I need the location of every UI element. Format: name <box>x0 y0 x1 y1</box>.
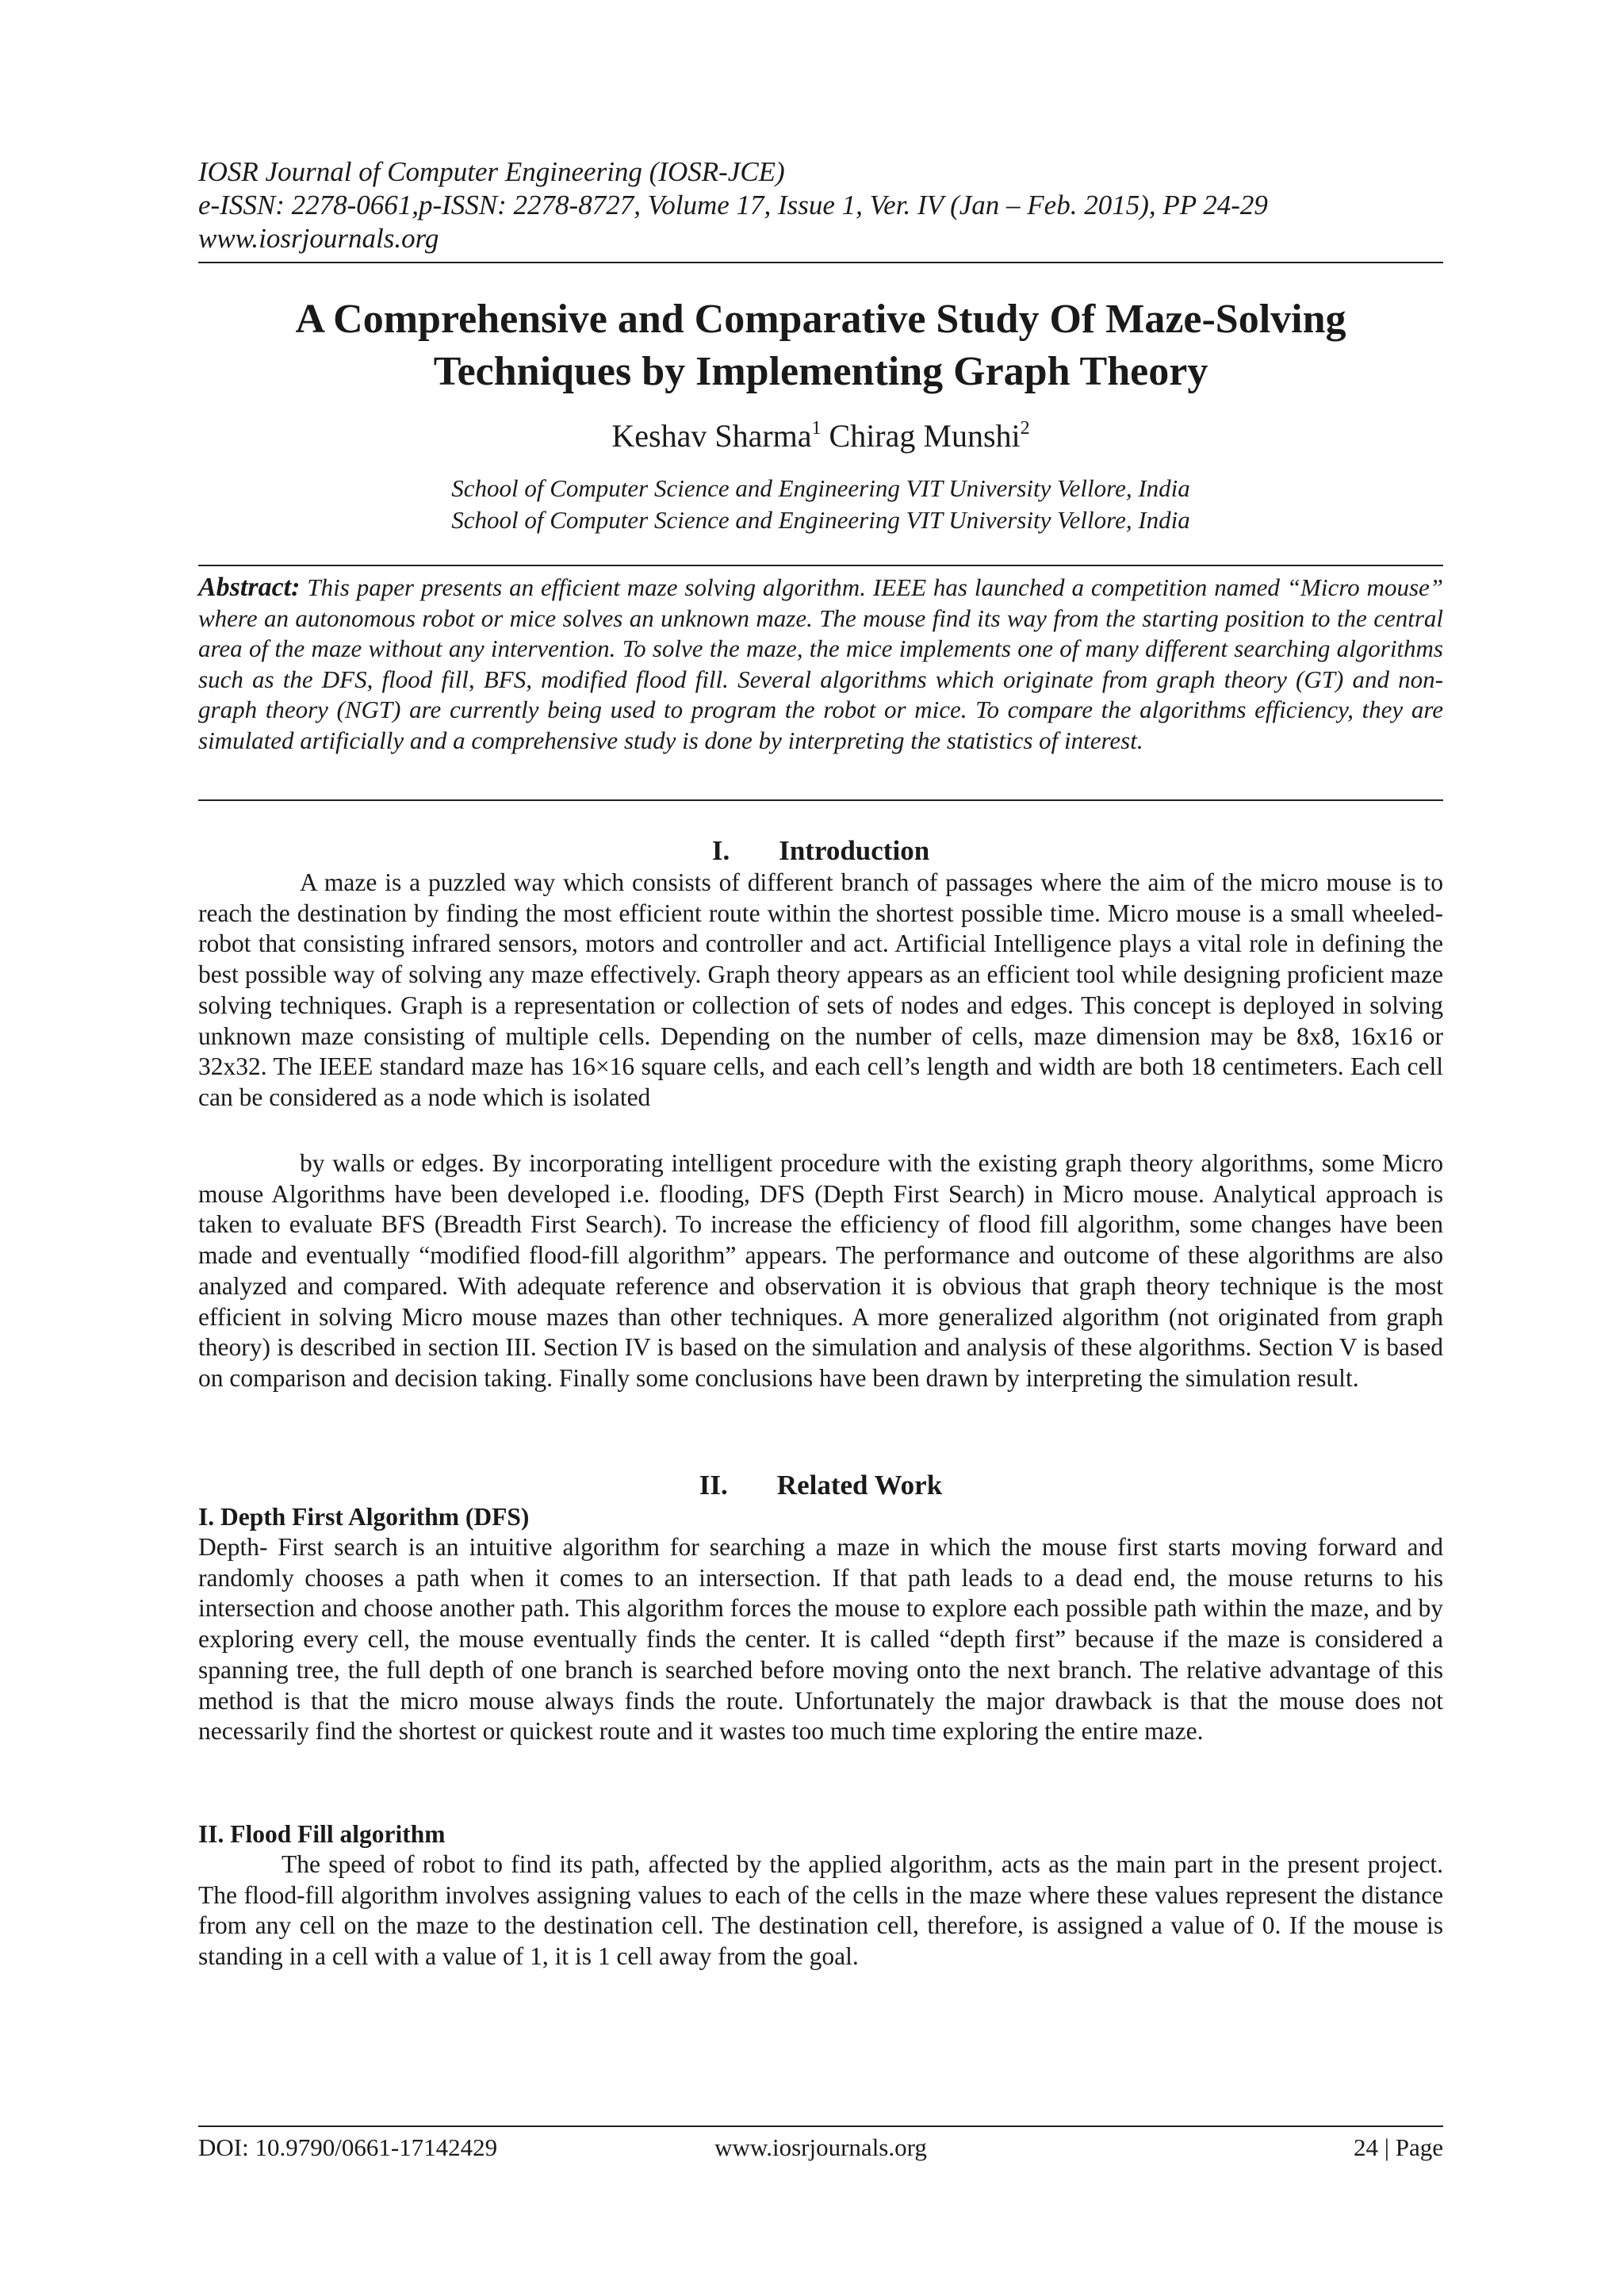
section-heading-related-work <box>198 1469 1443 1502</box>
header-divider <box>198 262 1443 263</box>
intro-paragraph-2: by walls or edges. By incorporating intelligent procedure with the existing graph theory algorithms, some Micro mouse Algorithms have been developed i.e. flooding, DFS (Depth First Search) in Micro mouse. Analytical approach is taken to evaluate BFS (Breadth First Search). To increase the efficiency of flood fill algorithm, some changes have been made and eventually “modified flood-fill algorithm” appears. The performance and outcome of these algorithms are also analyzed and compared. With adequate reference and observation it is obvious that graph theory technique is the most efficient in solving Micro mouse mazes than other techniques. A more generalized algorithm (not originated from graph theory) is described in section III. Section IV is based on the simulation and analysis of these algorithms. Section V is based on comparison and decision taking. Finally some conclusions have been drawn by interpreting the simulation result. <box>198 1149 1443 1392</box>
section-title: Related Work <box>776 1470 943 1501</box>
section-number: II. <box>699 1470 728 1501</box>
journal-name: IOSR Journal of Computer Engineering (IOSR-JCE) <box>198 156 785 187</box>
section-title: Introduction <box>779 835 930 866</box>
intro-paragraph-1: A maze is a puzzled way which consists of different branch of passages where the aim of the micro mouse is to reach the destination by finding the most efficient route within the shortest possible time. Micro mouse is a small wheeled-robot that consisting infrared sensors, motors and controller and act. Artificial Intelligence plays a vital role in defining the best possible way of solving any maze effectively. Graph theory appears as an efficient tool while designing proficient maze solving techniques. Graph is a representation or collection of sets of nodes and edges. This concept is deployed in solving unknown maze consisting of multiple cells. Depending on the number of cells, maze dimension may be 8x8, 16x16 or 32x32. The IEEE standard maze has 16×16 square cells, and each cell’s length and width are both 18 centimeters. Each cell can be considered as a node which is isolated <box>198 868 1443 1111</box>
affiliations <box>198 473 1443 536</box>
abstract-label: Abstract: <box>198 573 301 602</box>
journal-website[interactable]: www.iosrjournals.org <box>198 223 439 254</box>
author-1: Keshav Sharma <box>611 418 812 454</box>
abstract-bottom-rule <box>198 799 1443 801</box>
issn-line: e-ISSN: 2278-0661,p-ISSN: 2278-8727, Volume 17, Issue 1, Ver. IV (Jan – Feb. 2015), PP 24-29 <box>198 190 1268 220</box>
author-2-affiliation-mark: 2 <box>1020 418 1030 439</box>
affiliation-2: School of Computer Science and Engineering VIT University Vellore, India <box>451 506 1190 534</box>
affiliation-1: School of Computer Science and Engineering VIT University Vellore, India <box>451 474 1190 502</box>
subheading-dfs: I. Depth First Algorithm (DFS) <box>198 1503 530 1531</box>
flood-fill-paragraph: The speed of robot to find its path, affected by the applied algorithm, acts as the main part in the present project. The flood-fill algorithm involves assigning values to each of the cells in the maze where these values represent the distance from any cell on the maze to the destination cell. The destination cell, therefore, is assigned a value of 0. If the mouse is standing in a cell with a value of 1, it is 1 cell away from the goal. <box>198 1850 1443 1971</box>
abstract <box>198 573 1443 756</box>
author-2: Chirag Munshi <box>829 418 1021 454</box>
author-list <box>198 417 1443 455</box>
abstract-text: This paper presents an efficient maze solving algorithm. IEEE has launched a competition named “Micro mouse” where an autonomous robot or mice solves an unknown maze. The mouse find its way from the starting position to the central area of the maze without any intervention. To solve the maze, the mice implements one of many different searching algorithms such as the DFS, flood fill, BFS, modified flood fill. Several algorithms which originate from graph theory (GT) and non-graph theory (NGT) are currently being used to program the robot or mice. To compare the algorithms efficiency, they are simulated artificially and a comprehensive study is done by interpreting the statistics of interest. <box>198 573 1444 754</box>
footer-website[interactable]: www.iosrjournals.org <box>714 2133 927 2161</box>
subheading-flood-fill: II. Flood Fill algorithm <box>198 1820 446 1848</box>
footer-page-number: 24 | Page <box>1354 2133 1443 2161</box>
section-number: I. <box>711 835 730 866</box>
footer-doi: DOI: 10.9790/0661-17142429 <box>198 2133 498 2161</box>
journal-header <box>198 155 1443 255</box>
paper-title <box>198 293 1443 398</box>
section-heading-introduction <box>198 834 1443 868</box>
abstract-top-rule <box>198 565 1443 566</box>
title-line-2: Techniques by Implementing Graph Theory <box>433 349 1208 394</box>
dfs-paragraph: Depth- First search is an intuitive algorithm for searching a maze in which the mouse first starts moving forward and randomly chooses a path when it comes to an intersection. If that path leads to a dead end, the mouse returns to his intersection and choose another path. This algorithm forces the mouse to explore each possible path within the maze, and by exploring every cell, the mouse eventually finds the center. It is called “depth first” because if the maze is considered a spanning tree, the full depth of one branch is searched before moving onto the next branch. The relative advantage of this method is that the micro mouse always finds the route. Unfortunately the major drawback is that the mouse does not necessarily find the shortest or quickest route and it wastes too much time exploring the entire maze. <box>198 1533 1443 1746</box>
title-line-1: A Comprehensive and Comparative Study Of Maze-Solving <box>295 297 1346 342</box>
footer-divider <box>198 2125 1443 2127</box>
author-1-affiliation-mark: 1 <box>811 418 822 439</box>
